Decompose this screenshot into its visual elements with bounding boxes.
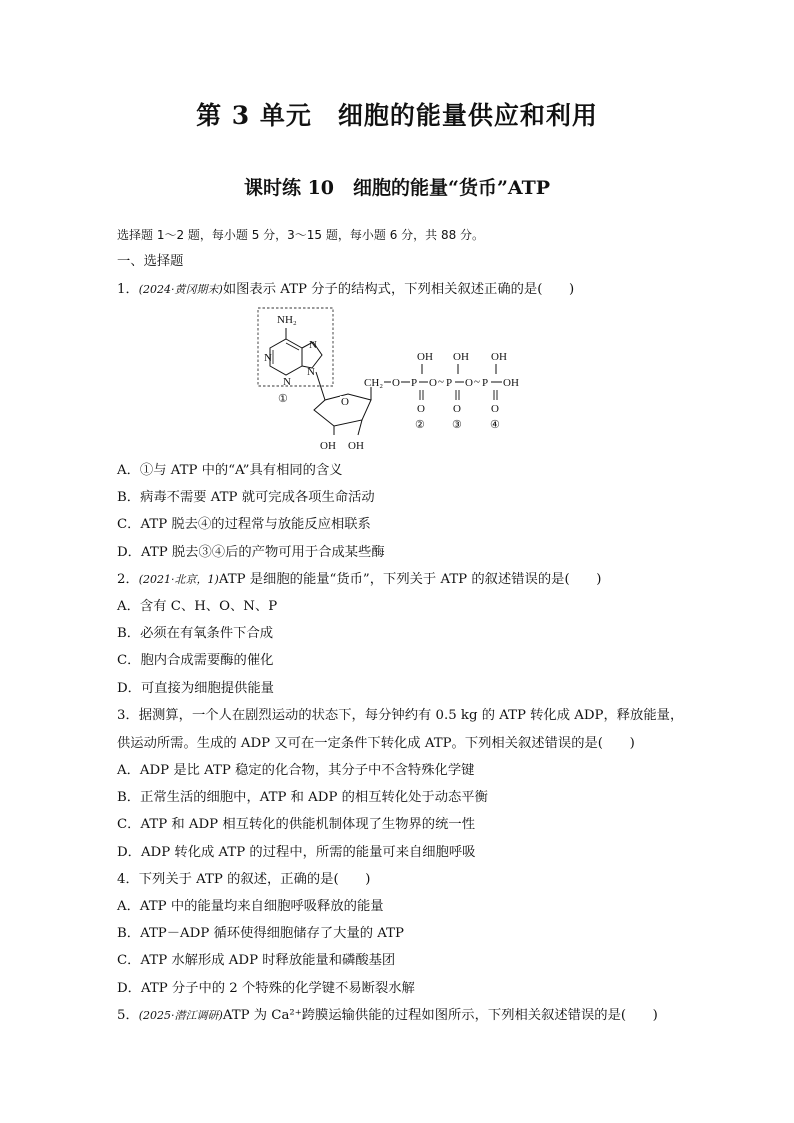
- svg-text:N: N: [264, 352, 272, 364]
- question-2-text: ATP 是细胞的能量“货币”，下列关于 ATP 的叙述错误的是( ): [218, 572, 602, 587]
- unit-title: 第 3 单元 细胞的能量供应和利用: [196, 101, 598, 130]
- svg-text:O: O: [453, 403, 461, 415]
- question-3-option-c: C．ATP 和 ADP 相互转化的供能机制体现了生物界的统一性: [117, 817, 475, 832]
- svg-text:OH: OH: [417, 351, 433, 363]
- question-2-option-c: C．胞内合成需要酶的催化: [117, 653, 274, 668]
- question-4-option-b: B．ATP－ADP 循环使得细胞储存了大量的 ATP: [117, 926, 404, 941]
- svg-text:O: O: [465, 377, 473, 389]
- svg-text:~: ~: [438, 376, 444, 388]
- question-2-option-d: D．可直接为细胞提供能量: [117, 681, 274, 696]
- pyrimidine-ring: [270, 339, 302, 375]
- svg-text:OH: OH: [320, 440, 336, 452]
- svg-text:O: O: [429, 377, 437, 389]
- question-1-option-c: C．ATP 脱去④的过程常与放能反应相联系: [117, 517, 371, 532]
- question-5-number: 5．: [117, 1008, 139, 1023]
- phosphate-2: P: [446, 377, 453, 389]
- question-5-source: (2025·潜江调研): [138, 1009, 223, 1022]
- question-2-option-a: A．含有 C、H、O、N、P: [117, 599, 278, 614]
- svg-text:N: N: [283, 376, 291, 388]
- svg-text:OH: OH: [491, 351, 507, 363]
- label-3: ③: [452, 419, 462, 431]
- svg-text:O: O: [392, 377, 400, 389]
- question-3-option-a: A．ADP 是比 ATP 稳定的化合物，其分子中不含特殊化学键: [117, 763, 475, 778]
- svg-text:O: O: [491, 403, 499, 415]
- question-2-source: (2021·北京，1): [138, 573, 219, 586]
- question-1-option-a: A．①与 ATP 中的“A”具有相同的含义: [117, 463, 343, 478]
- svg-text:OH: OH: [453, 351, 469, 363]
- question-3-stem-line-2: 供运动所需。生成的 ADP 又可在一定条件下转化成 ATP。下列相关叙述错误的是( ): [117, 736, 635, 751]
- svg-text:OH: OH: [503, 377, 519, 389]
- nh2-label: NH₂: [277, 314, 297, 326]
- ribose-oxygen: O: [341, 396, 349, 408]
- svg-text:N: N: [307, 366, 315, 378]
- svg-text:N: N: [309, 339, 317, 351]
- question-3-option-d: D．ADP 转化成 ATP 的过程中，所需的能量可来自细胞呼吸: [117, 845, 476, 860]
- question-3-stem: [117, 707, 683, 725]
- question-5-text: ATP 为 Ca²⁺跨膜运输供能的过程如图所示，下列相关叙述错误的是( ): [222, 1008, 658, 1023]
- question-4-option-c: C．ATP 水解形成 ADP 时释放能量和磷酸基团: [117, 953, 396, 968]
- question-1-number: 1．: [117, 282, 139, 297]
- phosphate-1: P: [411, 377, 418, 389]
- atp-structure-diagram: [250, 302, 550, 458]
- label-4: ④: [490, 419, 500, 431]
- label-2: ②: [415, 419, 425, 431]
- question-4-stem: [117, 871, 370, 889]
- phosphate-3: P: [482, 377, 489, 389]
- ch2-label: CH₂: [364, 377, 384, 389]
- question-4-text: 下列关于 ATP 的叙述，正确的是( ): [138, 872, 371, 887]
- question-1-option-b: B．病毒不需要 ATP 就可完成各项生命活动: [117, 490, 375, 505]
- question-3-text-line-1: 据测算，一个人在剧烈运动的状态下，每分钟约有 0.5 kg 的 ATP 转化成 ADP，释放能量，: [138, 708, 684, 723]
- svg-text:O: O: [417, 403, 425, 415]
- instructions: 选择题 1～2 题，每小题 5 分，3～15 题，每小题 6 分，共 88 分。: [117, 228, 485, 242]
- question-4-option-a: A．ATP 中的能量均来自细胞呼吸释放的能量: [117, 899, 384, 914]
- lesson-title: 课时练 10 细胞的能量“货币”ATP: [243, 177, 551, 199]
- question-4-number: 4．: [117, 872, 139, 887]
- question-2-number: 2．: [117, 572, 139, 587]
- section-label: 一、选择题: [117, 254, 184, 269]
- question-2-stem: [117, 571, 601, 589]
- question-4-option-d: D．ATP 分子中的 2 个特殊的化学键不易断裂水解: [117, 981, 415, 996]
- question-3-option-b: B．正常生活的细胞中，ATP 和 ADP 的相互转化处于动态平衡: [117, 790, 488, 805]
- question-1-stem: [117, 281, 574, 299]
- svg-text:~: ~: [474, 376, 480, 388]
- svg-text:OH: OH: [348, 440, 364, 452]
- question-5-stem: [117, 1007, 658, 1025]
- question-3-number: 3．: [117, 708, 139, 723]
- question-1-source: (2024·黄冈期末): [138, 283, 223, 296]
- label-1: ①: [278, 393, 288, 405]
- question-1-text: 如图表示 ATP 分子的结构式，下列相关叙述正确的是( ): [222, 282, 575, 297]
- question-2-option-b: B．必须在有氧条件下合成: [117, 626, 274, 641]
- question-1-option-d: D．ATP 脱去③④后的产物可用于合成某些酶: [117, 545, 385, 560]
